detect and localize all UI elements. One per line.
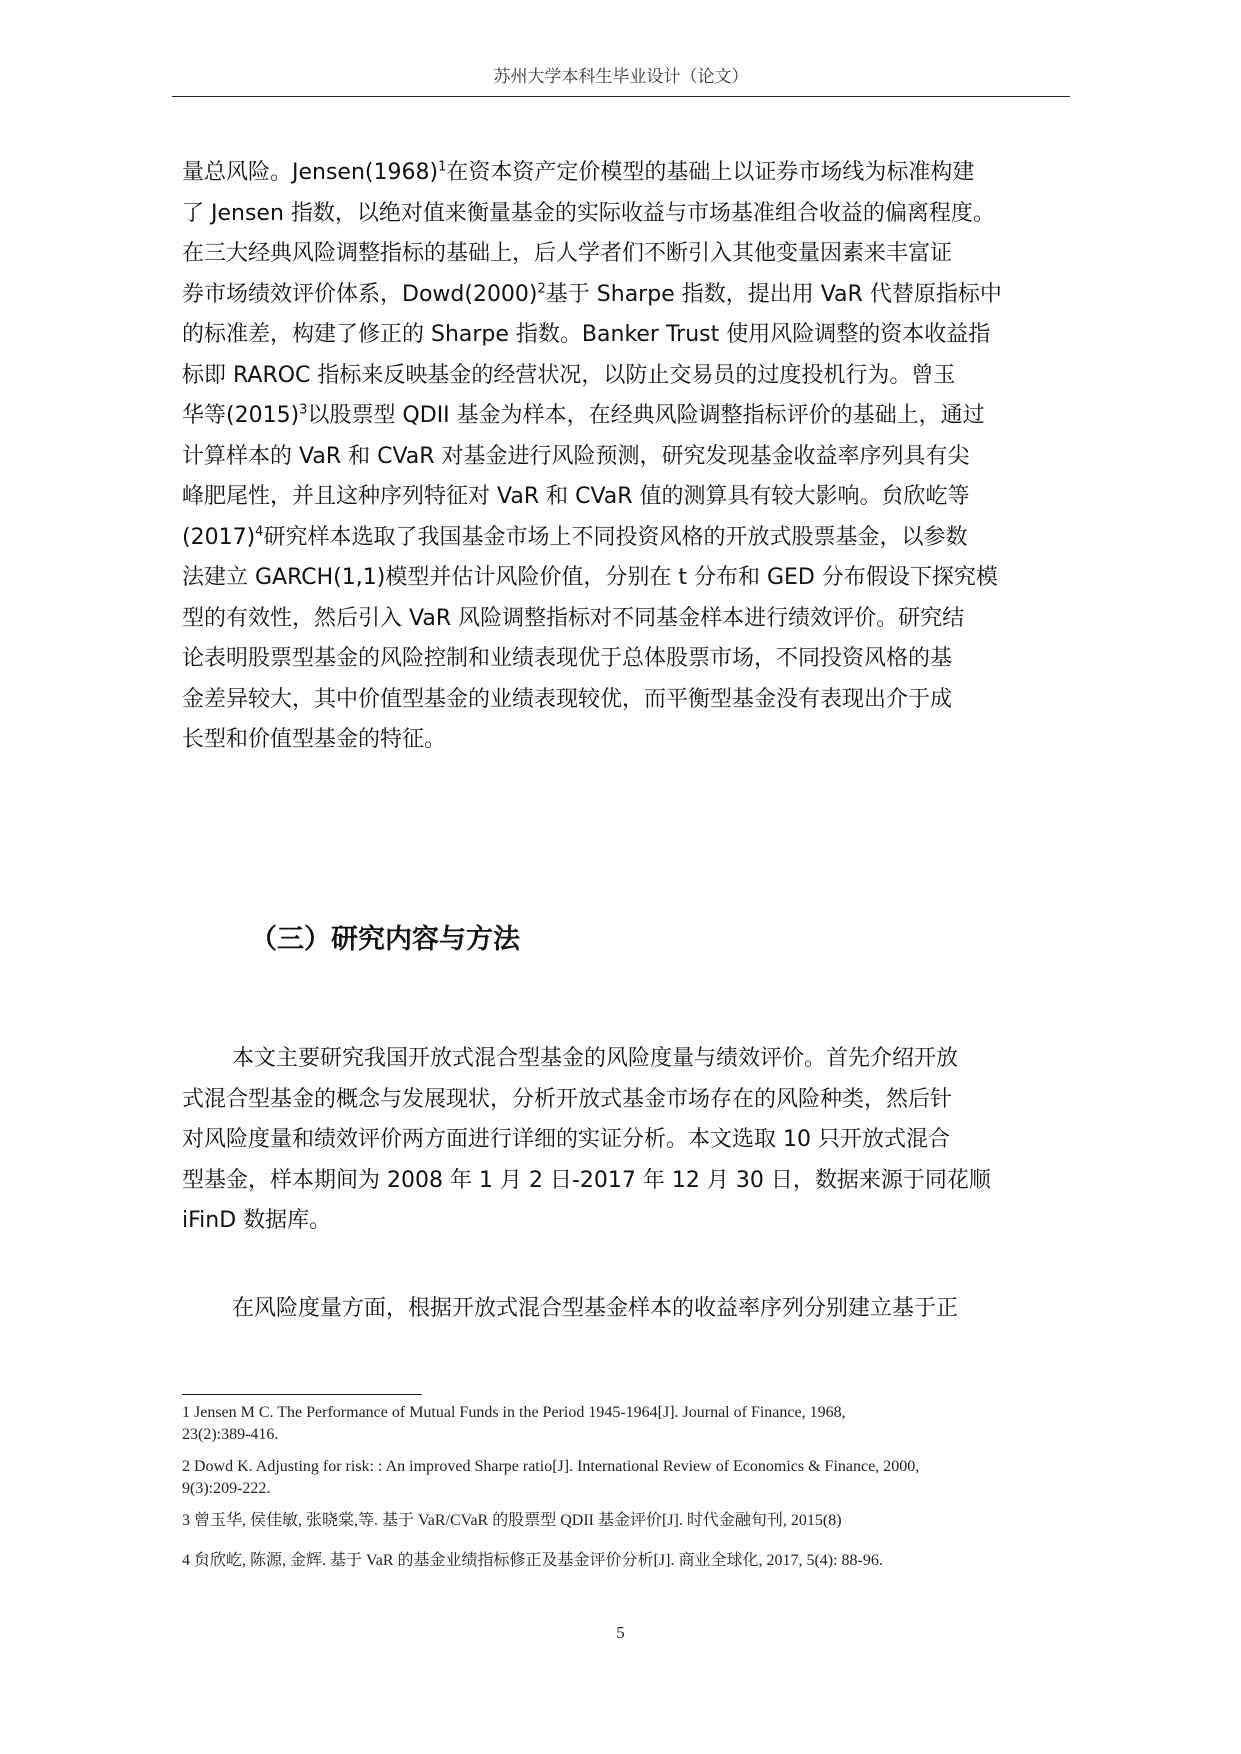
footnote-ref[interactable]: 1 [438,159,447,175]
footnote-separator [182,1394,422,1395]
section-heading: （三）研究内容与方法 [250,924,520,955]
page-header: 苏州大学本科生毕业设计（论文） [172,64,1070,97]
footnote-4 [182,1550,1062,1572]
text-line: 量总风险。$Jensen(1968)^1$在资本资产定价模型的基础上以证券市场线为标准构建 [182,159,975,185]
text-line: 标即 RAROC 指标来反映基金的经营状况，以防止交易员的过度投机行为。曾玉 [182,362,956,388]
text-line: 券市场绩效评价体系，$Dowd(2000)^2$基于 Sharpe 指数，提出用 VaR 代替原指标中 [182,281,1002,307]
text-line: 峰肥尾性，并且这种序列特征对 VaR 和 CVaR 值的测算具有较大影响。贠欣屹等 [182,484,970,509]
text-line: 在三大经典风险调整指标的基础上，后人学者们不断引入其他变量因素来丰富证 [182,241,953,266]
text-line: 华等$(2015)^3$以股票型 QDII 基金为样本，在经典风险调整指标评价的基础上，通过 [182,402,985,428]
footnote-line: 2 Dowd K. Adjusting for risk: : An improved Sharpe ratio[J]. International Review of Economics & Finance, 2000, [182,1458,920,1475]
text-line: 对风险度量和绩效评价两方面进行详细的实证分析。本文选取 10 只开放式混合 [182,1127,950,1152]
text-line: 长型和价值型基金的特征。 [182,727,447,752]
text-line: $(2017)^4$研究样本选取了我国基金市场上不同投资风格的开放式股票基金，以参数 [182,524,968,550]
text-line: 金差异较大，其中价值型基金的业绩表现较优，而平衡型基金没有表现出介于成 [182,686,953,712]
footnote-ref[interactable]: 3 [299,402,308,418]
footnote-line: 3 曾玉华, 侯佳敏, 张晓棠,等. 基于 VaR/CVaR 的股票型 QDII 基金评价[J]. 时代金融旬刊, 2015(8) [182,1512,842,1529]
text-line: 在风险度量方面，根据开放式混合型基金样本的收益率序列分别建立基于正 [232,1296,959,1321]
footnote-ref[interactable]: 4 [255,524,264,540]
page-number: 5 [616,1623,625,1642]
footnote-line: 1 Jensen M C. The Performance of Mutual Funds in the Period 1945-1964[J]. Journal of Finance, 1968, [182,1404,846,1421]
text-line: 计算样本的 VaR 和 CVaR 对基金进行风险预测，研究发现基金收益率序列具有尖 [182,443,970,469]
footnote-line: 23(2):389-416. [182,1426,279,1443]
footnote-line: 4 贠欣屹, 陈源, 金辉. 基于 VaR 的基金业绩指标修正及基金评价分析[J]. 商业全球化, 2017, 5(4): 88-96. [182,1552,883,1569]
footnote-2 [182,1456,1062,1500]
text-line: 法建立 GARCH(1,1)模型并估计风险价值，分别在 t 分布和 GED 分布假设下探究模 [182,565,998,590]
text-line: 的标准差，构建了修正的 Sharpe 指数。Banker Trust 使用风险调整的资本收益指 [182,322,991,347]
text-line: 型基金，样本期间为 2008 年 1 月 2 日-2017 年 12 月 30 日，数据来源于同花顺 [182,1167,991,1193]
footnote-3 [182,1510,1062,1532]
footnote-1 [182,1402,1062,1446]
footnote-ref[interactable]: 2 [537,281,546,297]
text-line: 论表明股票型基金的风险控制和业绩表现优于总体股票市场，不同投资风格的基 [182,646,953,671]
text-line: 了 Jensen 指数，以绝对值来衡量基金的实际收益与市场基准组合收益的偏离程度。 [182,200,995,226]
text-line: 本文主要研究我国开放式混合型基金的风险度量与绩效评价。首先介绍开放 [232,1046,959,1071]
text-line: iFinD 数据库。 [182,1208,332,1233]
text-line: 型的有效性，然后引入 VaR 风险调整指标对不同基金样本进行绩效评价。研究结 [182,605,965,631]
text-line: 式混合型基金的概念与发展现状，分析开放式基金市场存在的风险种类，然后针 [182,1086,953,1112]
footnote-line: 9(3):209-222. [182,1480,271,1497]
